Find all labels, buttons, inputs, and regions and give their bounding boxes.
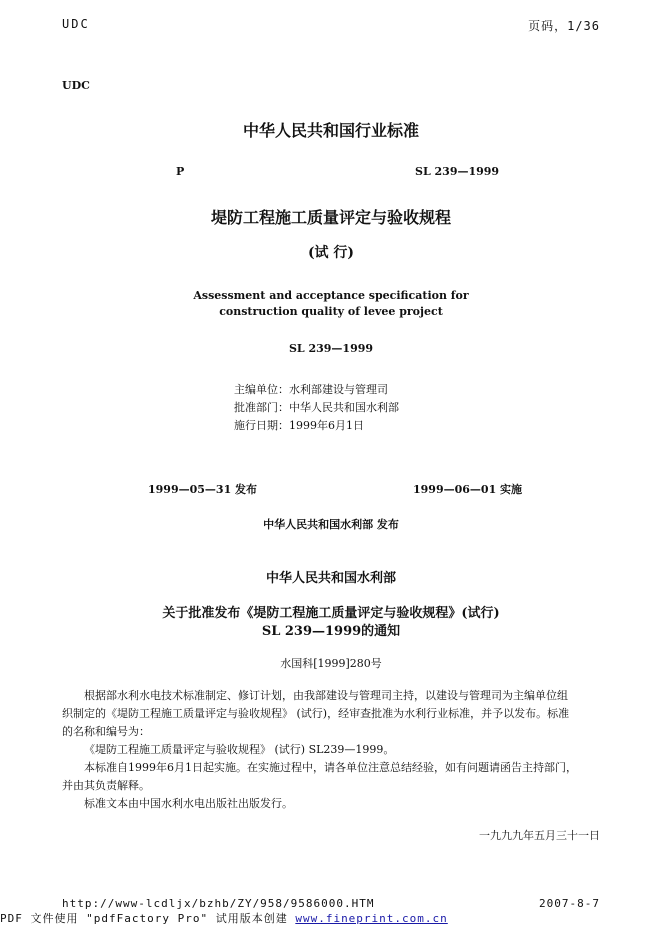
english-title-line2: construction quality of levee project [219,305,443,318]
english-title-line1: Assessment and acceptance specification for [193,289,469,302]
paragraph-1-line1: 根据部水利水电技术标准制定、修订计划，由我部建设与管理司主持，以建设与管理司为主编单位组 [84,689,568,702]
notice-date: 一九九九年五月三十一日 [479,829,600,842]
implement-date: 1999—06—01 实施 [413,483,523,496]
pdf-note-link[interactable]: www.fineprint.com.cn [295,912,448,925]
standard-level: 中华人民共和国行业标准 [242,121,419,140]
effective-date: 施行日期：1999年6月1日 [234,419,364,432]
standard-code: SL 239—1999 [415,165,500,178]
header-udc: UDC [62,17,90,31]
footer-url: http://www-lcdljx/bzhb/ZY/958/9586000.HTM [62,897,375,910]
publisher: 中华人民共和国水利部 发布 [263,518,399,531]
issue-date: 1999—05—31 发布 [148,483,258,496]
document-title: 堤防工程施工质量评定与验收规程 [210,208,451,227]
paragraph-1-line2: 织制定的《堤防工程施工质量评定与验收规程》 (试行)，经审查批准为水利行业标准，并予以发布。标准 [62,707,570,720]
category-code: P [176,165,185,178]
udc-label: UDC [62,79,90,92]
paragraph-1-line3: 的名称和编号为： [62,725,150,738]
notice-number: 水国科[1999]280号 [280,657,382,670]
notice-title-line2: SL 239—1999的通知 [261,624,401,639]
standard-code-repeat: SL 239—1999 [288,342,374,355]
document-subtitle: (试 行) [307,245,355,261]
footer-date: 2007-8-7 [539,897,600,910]
notice-title-line1: 关于批准发布《堤防工程施工质量评定与验收规程》(试行) [162,606,500,621]
paragraph-3-line2: 并由其负责解释。 [62,779,150,792]
approver-dept: 批准部门：中华人民共和国水利部 [234,401,399,414]
paragraph-4: 标准文本由中国水利水电出版社出版发行。 [84,797,293,810]
editor-unit: 主编单位：水利部建设与管理司 [234,383,388,396]
paragraph-2: 《堤防工程施工质量评定与验收规程》 (试行) SL239—1999。 [84,743,395,756]
pdf-note-text: PDF 文件使用 "pdfFactory Pro" 试用版本创建 [0,912,296,925]
notice-body [62,687,602,813]
pdf-watermark-note [0,910,448,926]
page-number: 页码，1/36 [528,19,600,33]
paragraph-3-line1: 本标准自1999年6月1日起实施。在实施过程中，请各单位注意总结经验，如有问题请函告主持部门， [84,761,577,774]
notice-org: 中华人民共和国水利部 [265,571,396,586]
